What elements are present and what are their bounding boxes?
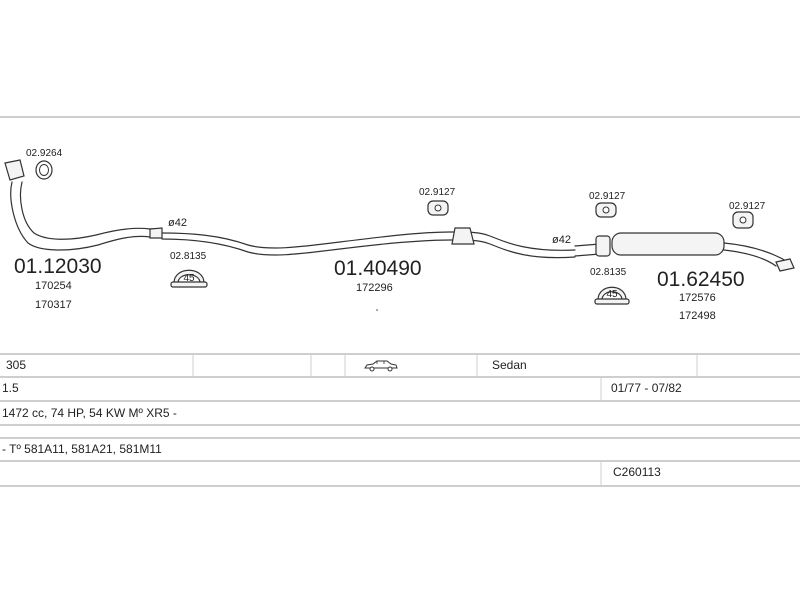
- front-gasket: [36, 161, 52, 179]
- middle-pipe-ref-1: 172296: [356, 282, 393, 294]
- front-pipe-ref-1: 170254: [35, 280, 72, 292]
- pipe-hanger-bracket: [452, 228, 474, 244]
- mid-clamp: [171, 270, 207, 287]
- vehicle-spec: 1472 cc, 74 HP, 54 KW Mº XR5 -: [2, 406, 177, 420]
- rear-diameter-label: ø42: [552, 234, 571, 246]
- rear-silencer-number: 01.62450: [657, 268, 745, 291]
- rear-clamp-label: 02.8135: [590, 267, 627, 278]
- vehicle-engine-type: - Tº 581A11, 581A21, 581M11: [2, 442, 162, 456]
- rear-hanger-left: [596, 203, 616, 217]
- mid-hanger: [428, 201, 448, 215]
- rear-silencer-ref-1: 172576: [679, 292, 716, 304]
- rear-clamp: [595, 287, 629, 304]
- front-gasket-label: 02.9264: [26, 148, 63, 159]
- middle-pipe: [162, 228, 575, 258]
- vehicle-code: C260113: [613, 465, 661, 479]
- silencer-inlet: [596, 236, 610, 256]
- mid-clamp-size: 45: [183, 273, 195, 284]
- front-pipe-number: 01.12030: [14, 255, 102, 278]
- rear-hanger-left-label: 02.9127: [589, 191, 626, 202]
- mid-clamp-label: 02.8135: [170, 251, 207, 262]
- front-pipe: [5, 160, 162, 250]
- vehicle-years: 01/77 - 07/82: [611, 381, 682, 395]
- rear-hanger-right: [733, 212, 753, 228]
- rear-silencer-ref-2: 172498: [679, 310, 716, 322]
- mid-hanger-label: 02.9127: [419, 187, 456, 198]
- rear-silencer: [575, 233, 794, 271]
- silencer-body: [612, 233, 724, 255]
- front-diameter-label: ø42: [168, 217, 187, 229]
- stray-dot: [376, 309, 378, 311]
- front-pipe-ref-2: 170317: [35, 299, 72, 311]
- middle-pipe-number: 01.40490: [334, 257, 422, 280]
- tailpipe-end: [776, 259, 794, 271]
- sedan-car-icon: [364, 358, 398, 372]
- vehicle-engine: 1.5: [2, 381, 19, 395]
- manifold-flange: [5, 160, 24, 180]
- rear-clamp-size: 45: [606, 289, 618, 300]
- vehicle-body: Sedan: [492, 358, 527, 372]
- vehicle-model: 305: [6, 358, 27, 372]
- rear-hanger-right-label: 02.9127: [729, 201, 766, 212]
- info-table-grid: [0, 354, 800, 486]
